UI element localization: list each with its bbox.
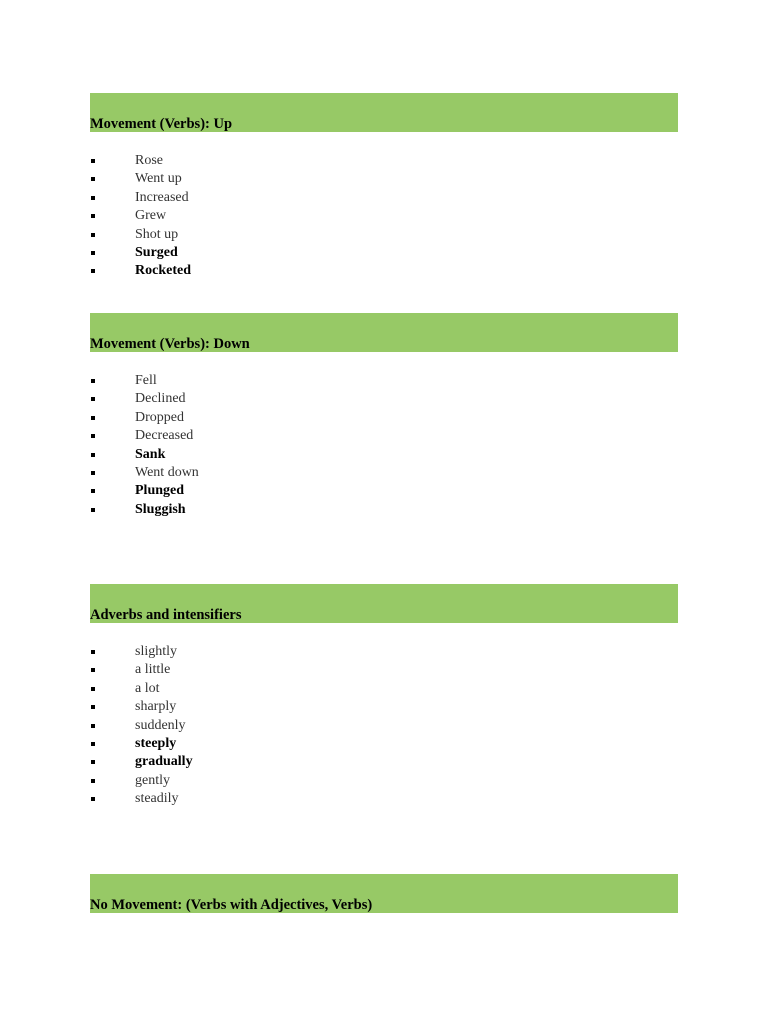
- list-item: [90, 427, 678, 445]
- word-list-adverbs: [90, 643, 678, 809]
- bullet-icon: [91, 779, 95, 783]
- bullet-icon: [91, 233, 95, 237]
- list-item: [90, 244, 678, 262]
- bullet-icon: [91, 214, 95, 218]
- list-item-text: Grew: [135, 208, 167, 224]
- bullet-icon: [91, 177, 95, 181]
- list-item-text: slightly: [135, 644, 178, 659]
- section-title: Movement (Verbs): Up: [90, 116, 233, 132]
- list-item: [90, 680, 678, 698]
- list-item: [90, 372, 678, 390]
- list-item-text: Rocketed: [135, 263, 191, 279]
- list-item: [90, 226, 678, 244]
- list-item: [90, 717, 678, 735]
- list-item-text: Rose: [135, 153, 163, 168]
- list-item: [90, 207, 678, 225]
- section-header-no-movement: [90, 874, 678, 913]
- bullet-icon: [91, 705, 95, 709]
- list-item: [90, 661, 678, 679]
- list-item: [90, 262, 678, 280]
- list-item-text: Fell: [135, 373, 157, 388]
- list-item-text: Shot up: [135, 226, 179, 242]
- bullet-icon: [91, 668, 95, 672]
- bullet-icon: [91, 434, 95, 438]
- list-item: [90, 446, 678, 464]
- list-item: [90, 753, 678, 771]
- word-list-up: [90, 152, 678, 281]
- bullet-icon: [91, 687, 95, 691]
- list-item-text: Surged: [135, 244, 178, 260]
- list-item-text: gently: [135, 772, 170, 788]
- list-item-text: Sluggish: [135, 501, 186, 517]
- list-item-text: a lot: [135, 680, 160, 696]
- word-list-down: [90, 372, 678, 519]
- list-item-text: Decreased: [135, 428, 194, 444]
- bullet-icon: [91, 797, 95, 801]
- list-item-text: suddenly: [135, 717, 186, 733]
- list-item-text: sharply: [135, 699, 177, 715]
- list-item-text: Plunged: [135, 483, 185, 499]
- list-item-text: Went up: [135, 171, 182, 187]
- list-item: [90, 152, 678, 170]
- list-item-text: gradually: [135, 754, 193, 770]
- bullet-icon: [91, 397, 95, 401]
- list-item-text: steadily: [135, 791, 179, 807]
- list-item: [90, 482, 678, 500]
- list-item: [90, 501, 678, 519]
- list-item: [90, 735, 678, 753]
- bullet-icon: [91, 471, 95, 475]
- list-item-text: Increased: [135, 189, 189, 205]
- bullet-icon: [91, 416, 95, 420]
- section-header-movement-down: [90, 313, 678, 352]
- list-item: [90, 698, 678, 716]
- bullet-icon: [91, 760, 95, 764]
- bullet-icon: [91, 724, 95, 728]
- list-item: [90, 464, 678, 482]
- section-title: No Movement: (Verbs with Adjectives, Verbs): [90, 897, 373, 913]
- section-title: Movement (Verbs): Down: [90, 336, 250, 352]
- list-item: [90, 643, 678, 661]
- list-item: [90, 170, 678, 188]
- list-item: [90, 772, 678, 790]
- bullet-icon: [91, 742, 95, 746]
- bullet-icon: [91, 269, 95, 273]
- bullet-icon: [91, 508, 95, 512]
- list-item: [90, 409, 678, 427]
- list-item-text: steeply: [135, 735, 177, 751]
- bullet-icon: [91, 489, 95, 493]
- section-header-movement-up: [90, 93, 678, 132]
- bullet-icon: [91, 196, 95, 200]
- list-item-text: Sank: [135, 446, 166, 462]
- bullet-icon: [91, 453, 95, 457]
- list-item-text: Declined: [135, 391, 186, 407]
- list-item: [90, 390, 678, 408]
- list-item-text: Dropped: [135, 409, 184, 425]
- bullet-icon: [91, 650, 95, 654]
- bullet-icon: [91, 251, 95, 255]
- list-item: [90, 189, 678, 207]
- list-item-text: a little: [135, 662, 171, 678]
- list-item: [90, 790, 678, 808]
- section-header-adverbs: [90, 584, 678, 623]
- list-item-text: Went down: [135, 464, 199, 480]
- section-title: Adverbs and intensifiers: [90, 607, 242, 623]
- bullet-icon: [91, 159, 95, 163]
- bullet-icon: [91, 379, 95, 383]
